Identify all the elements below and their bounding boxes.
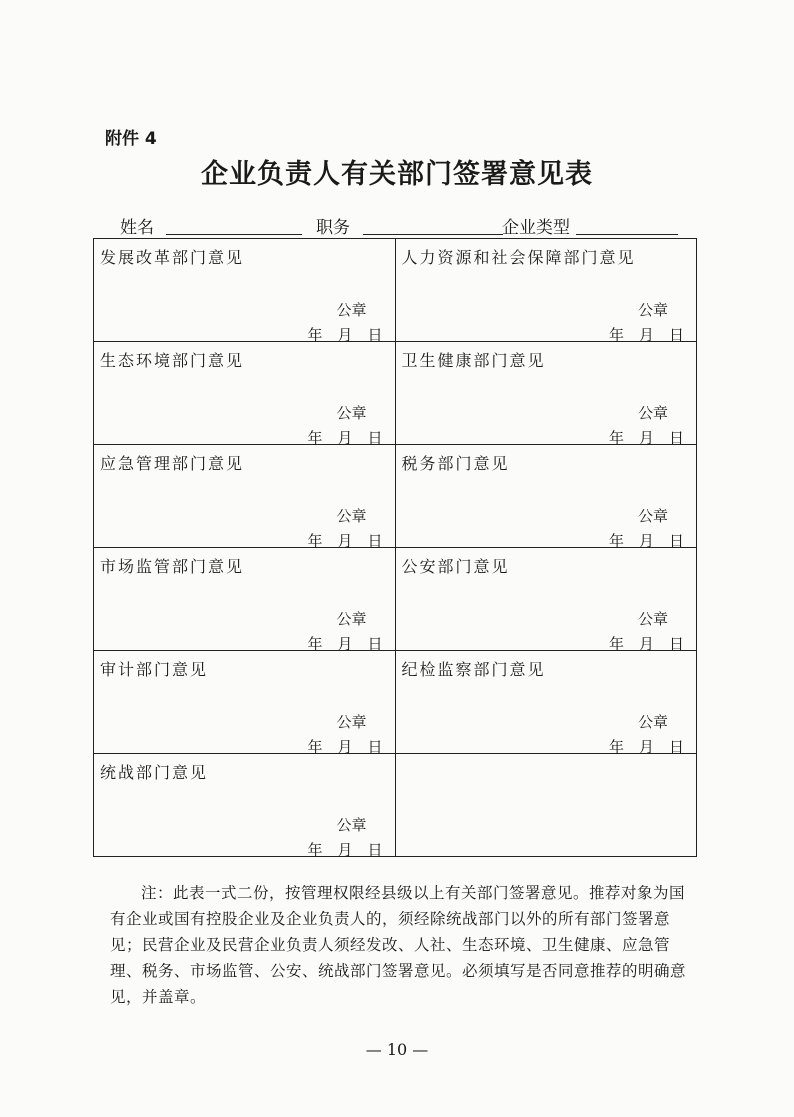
opinion-cell[interactable] (94, 342, 396, 445)
enterprise-type-field[interactable] (576, 234, 678, 235)
seal-label: 公章 (336, 610, 367, 628)
date-line: 年 月 日 (307, 738, 383, 756)
opinion-cell[interactable] (94, 754, 396, 857)
empty-cell (395, 754, 697, 857)
seal-label: 公章 (336, 301, 367, 319)
seal-label: 公章 (336, 816, 367, 834)
seal-label: 公章 (336, 713, 367, 731)
seal-label: 公章 (336, 404, 367, 422)
seal-label: 公章 (637, 507, 668, 525)
dept-label: 发展改革部门意见 (100, 248, 245, 267)
date-line: 年 月 日 (608, 326, 684, 344)
opinion-cell[interactable] (94, 239, 396, 342)
date-line: 年 月 日 (608, 635, 684, 653)
seal-label: 公章 (637, 610, 668, 628)
opinion-cell[interactable] (395, 548, 697, 651)
date-line: 年 月 日 (307, 429, 383, 447)
date-line: 年 月 日 (307, 841, 383, 859)
opinion-cell[interactable] (94, 651, 396, 754)
position-field[interactable] (363, 234, 503, 235)
opinion-table (93, 238, 697, 857)
seal-label: 公章 (637, 301, 668, 319)
name-field[interactable] (166, 234, 302, 235)
form-title: 企业负责人有关部门签署意见表 (201, 159, 593, 190)
dept-label: 应急管理部门意见 (100, 454, 245, 473)
dept-label: 公安部门意见 (401, 557, 510, 576)
opinion-cell[interactable] (395, 342, 697, 445)
dept-label: 纪检监察部门意见 (401, 660, 546, 679)
opinion-cell[interactable] (395, 651, 697, 754)
page-number: — 10 — (365, 1040, 429, 1059)
dept-label: 人力资源和社会保障部门意见 (401, 248, 636, 267)
opinion-cell[interactable] (94, 548, 396, 651)
seal-label: 公章 (336, 507, 367, 525)
dept-label: 统战部门意见 (100, 763, 209, 782)
opinion-cell[interactable] (395, 239, 697, 342)
info-row (120, 213, 680, 239)
dept-label: 卫生健康部门意见 (401, 351, 546, 370)
date-line: 年 月 日 (307, 326, 383, 344)
date-line: 年 月 日 (608, 429, 684, 447)
date-line: 年 月 日 (608, 738, 684, 756)
position-label: 职务 (316, 218, 350, 238)
date-line: 年 月 日 (307, 635, 383, 653)
name-label: 姓名 (120, 218, 154, 238)
dept-label: 市场监管部门意见 (100, 557, 245, 576)
note-text: 注：此表一式二份，按管理权限经县级以上有关部门签署意见。推荐对象为国有企业或国有控股企业及企业负责人的，须经除统战部门以外的所有部门签署意见；民营企业及民营企业负责人须经发改、人社、生态环境、卫生健康、应急管理、税务、市场监管、公安、统战部门签署意见。必须填写是否同意推荐的明确意见，并盖章。 (110, 884, 687, 1006)
seal-label: 公章 (637, 713, 668, 731)
date-line: 年 月 日 (307, 532, 383, 550)
seal-label: 公章 (637, 404, 668, 422)
date-line: 年 月 日 (608, 532, 684, 550)
opinion-cell[interactable] (94, 445, 396, 548)
dept-label: 生态环境部门意见 (100, 351, 245, 370)
opinion-cell[interactable] (395, 445, 697, 548)
attachment-label: 附件 4 (105, 129, 157, 149)
enterprise-type-label: 企业类型 (502, 218, 570, 238)
dept-label: 税务部门意见 (401, 454, 510, 473)
dept-label: 审计部门意见 (100, 660, 209, 679)
